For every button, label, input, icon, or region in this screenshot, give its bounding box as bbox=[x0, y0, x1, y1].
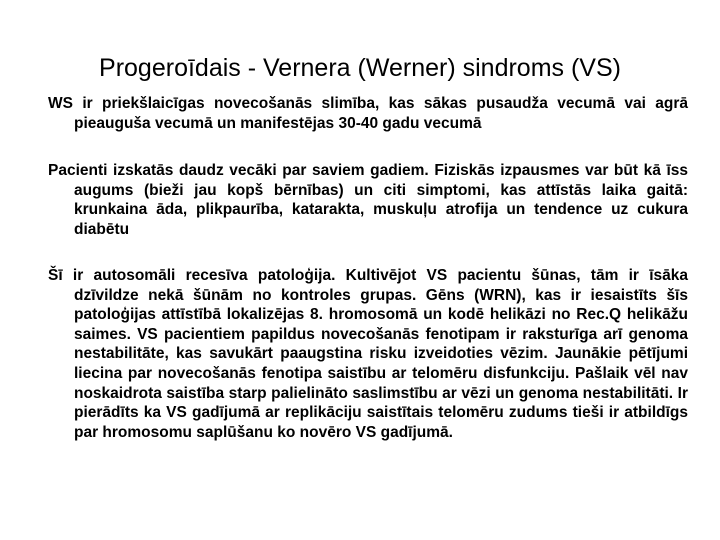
slide-title: Progeroīdais - Vernera (Werner) sindroms (VS) bbox=[99, 54, 621, 82]
paragraph-definition: WS ir priekšlaicīgas novecošanās slimība, kas sākas pusaudža vecumā vai agrā pieauguša vecumā un manifestējas 30-40 gadu vecumā bbox=[48, 95, 688, 132]
paragraph-genetics: Šī ir autosomāli recesīva patoloģija. Kultivējot VS pacientu šūnas, tām ir īsāka dzīvildze nekā šūnām no kontroles grupas. Gēns (WRN), kas ir iesaistīts šīs patoloģijas attīstībā lokalizējas 8. hromosomā un kodē helikāzi no Rec.Q helikāžu saimes. VS pacientiem papildus novecošanās fenotipam ir raksturīga arī genoma nestabilitāte, kas savukārt paaugstina risku izveidoties vēzim. Jaunākie pētījumi liecina par novecošanās fenotipa saistību ar telomēru disfunkciju. Pašlaik vēl nav noskaidrota saistība starp palielināto saslimstību ar vēzi un genoma nestabilitāti. Ir pierādīts ka VS gadījumā ar replikāciju saistītais telomēru zudums tieši ir atbildīgs par hromosomu saplūšanu ko novēro VS gadījumā. bbox=[48, 267, 688, 441]
paragraph-symptoms: Pacienti izskatās daudz vecāki par saviem gadiem. Fiziskās izpausmes var būt kā īss augums (bieži jau kopš bērnības) un citi simptomi, kas attīstās laika gaitā: krunkaina āda, plikpaurība, katarakta, muskuļu atrofija un tendence uz cukura diabētu bbox=[48, 162, 688, 238]
